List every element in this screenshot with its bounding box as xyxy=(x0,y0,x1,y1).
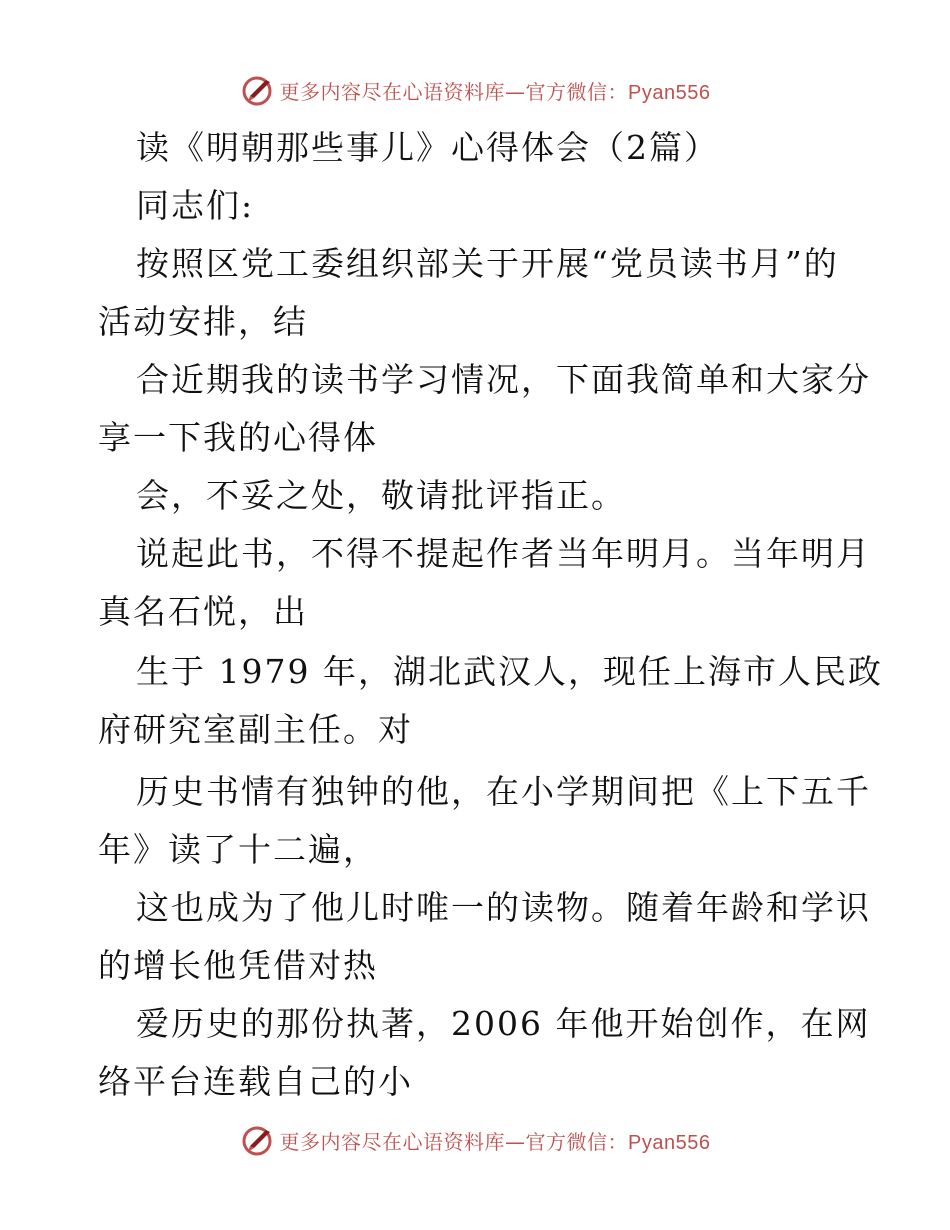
footer-watermark xyxy=(0,1120,950,1160)
pen-circle-logo-icon xyxy=(240,1122,276,1158)
text-line: 活动安排，结 xyxy=(98,302,308,341)
text-line: 按照区党工委组织部关于开展“党员读书月”的 xyxy=(136,244,839,283)
text-line: 府研究室副主任。对 xyxy=(98,710,413,749)
header-watermark xyxy=(0,70,950,110)
text-line: 真名石悦，出 xyxy=(98,592,308,631)
watermark-text: 更多内容尽在心语资料库—官方微信：Pyan556 xyxy=(279,79,711,104)
pen-circle-logo-icon xyxy=(240,72,276,108)
text-line: 享一下我的心得体 xyxy=(98,418,378,457)
text-line: 的增长他凭借对热 xyxy=(98,946,378,985)
watermark-text: 更多内容尽在心语资料库—官方微信：Pyan556 xyxy=(279,1129,711,1154)
text-line: 年》读了十二遍， xyxy=(98,830,378,869)
text-line: 会，不妥之处，敬请批评指正。 xyxy=(136,476,626,515)
text-line: 这也成为了他儿时唯一的读物。随着年龄和学识 xyxy=(136,888,871,927)
salutation: 同志们: xyxy=(136,186,255,225)
text-line: 络平台连载自己的小 xyxy=(98,1062,413,1101)
text-line: 合近期我的读书学习情况，下面我简单和大家分 xyxy=(136,360,871,399)
text-line: 爱历史的那份执著，2006 年他开始创作，在网 xyxy=(136,1004,871,1043)
text-line: 说起此书，不得不提起作者当年明月。当年明月 xyxy=(136,534,871,573)
document-title: 读《明朝那些事儿》心得体会（2篇） xyxy=(136,128,719,167)
text-line: 生于 1979 年，湖北武汉人，现任上海市人民政 xyxy=(136,652,883,691)
text-line: 历史书情有独钟的他，在小学期间把《上下五千 xyxy=(136,772,871,811)
